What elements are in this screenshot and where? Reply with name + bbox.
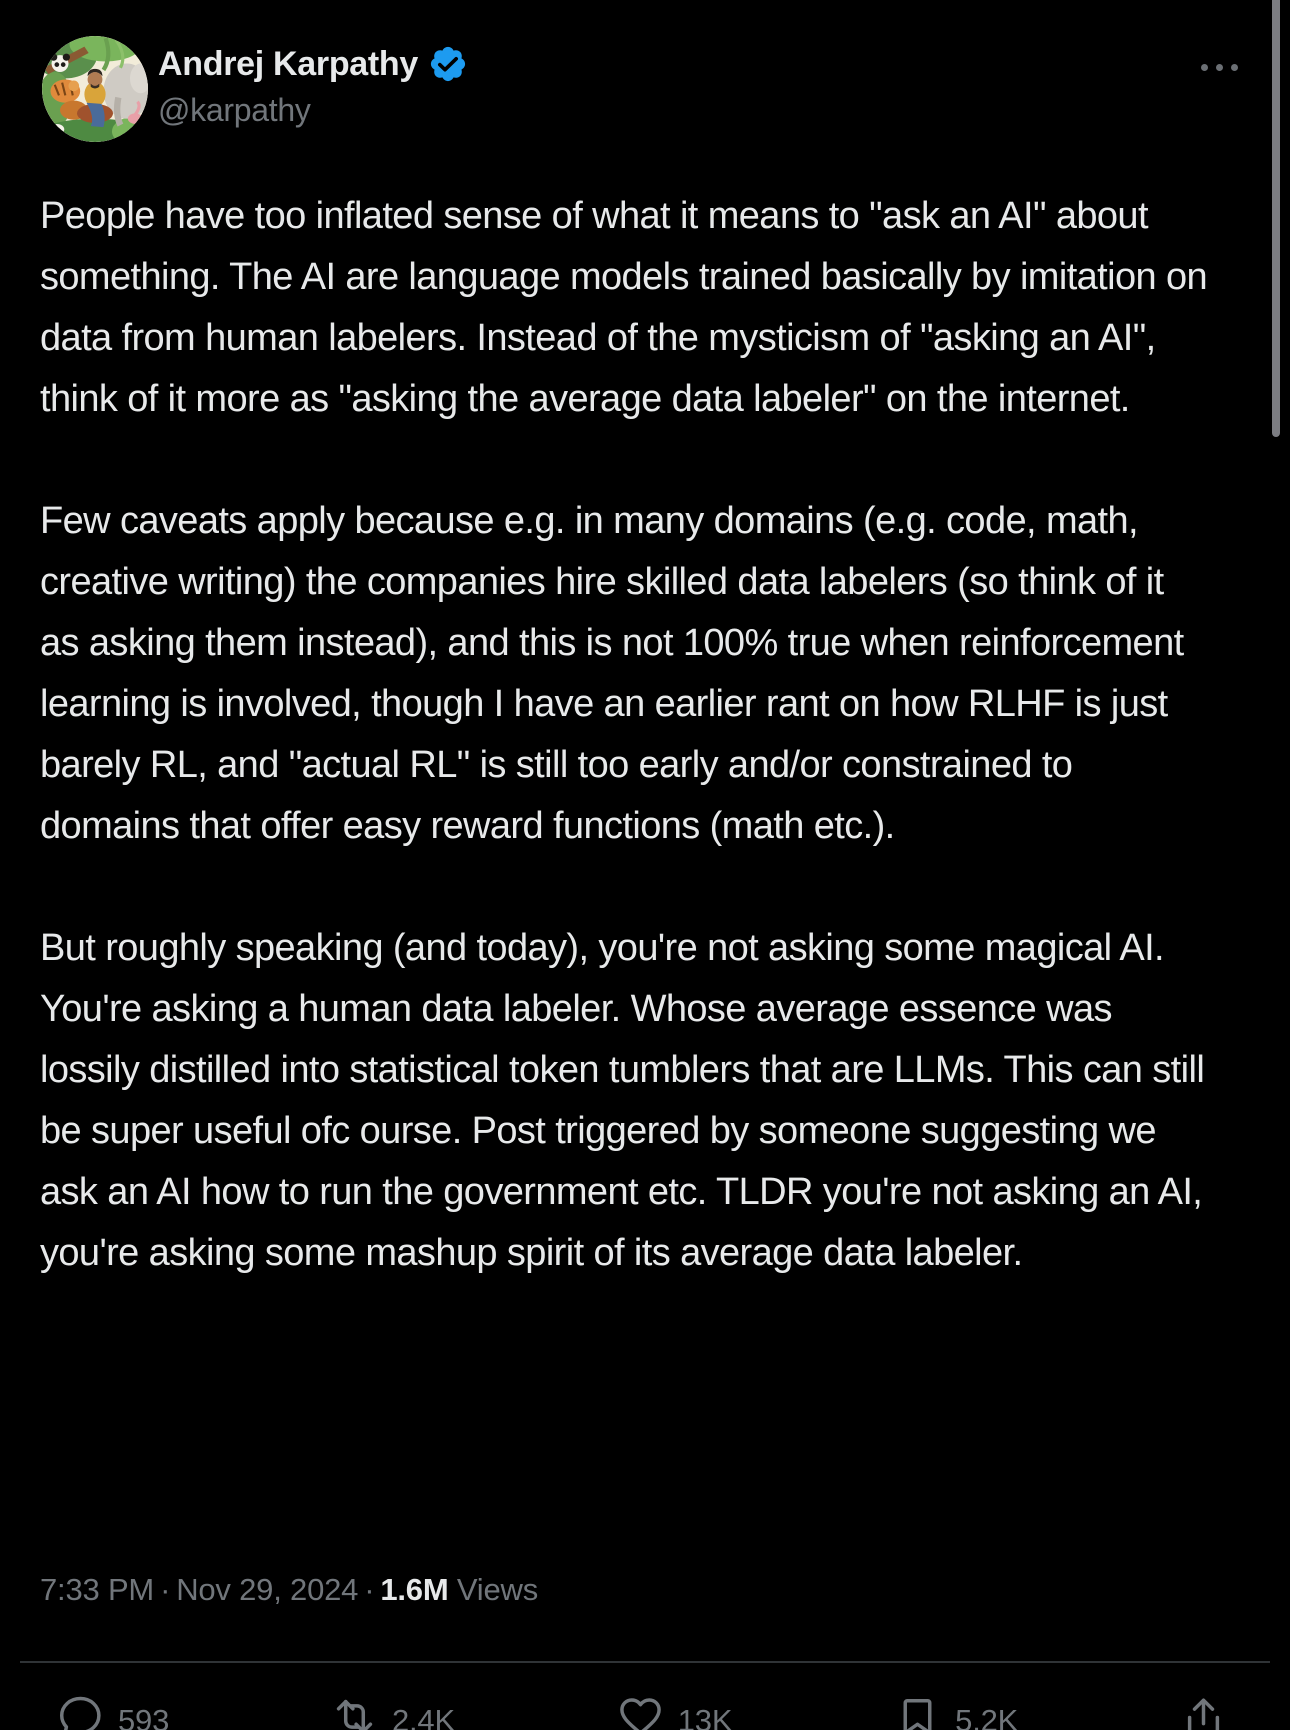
- bookmark-count: 5.2K: [955, 1703, 1019, 1730]
- like-icon: [616, 1692, 665, 1730]
- share-icon: [1179, 1692, 1228, 1730]
- divider: [20, 1661, 1270, 1663]
- post-date: Nov 29, 2024: [176, 1572, 359, 1607]
- avatar-jungle-illustration: [42, 36, 148, 142]
- post-time: 7:33 PM: [40, 1572, 155, 1607]
- tweet-paragraph-3: But roughly speaking (and today), you're not asking some magical AI. You're asking a human data labeler. Whose average essence was lossily distilled into statistical token tumblers that are LLMs. This can still be super useful ofc ourse. Post triggered by someone suggesting we ask an AI how to run the government etc. TLDR you're not asking an AI, you're asking some mashup spirit of its average data labeler.: [40, 927, 1205, 1274]
- more-dot: [1216, 64, 1223, 71]
- more-dot: [1231, 64, 1238, 71]
- reply-icon: [56, 1692, 105, 1730]
- meta-separator: ·: [160, 1572, 171, 1607]
- author-handle[interactable]: @karpathy: [158, 92, 311, 128]
- author-block: [158, 44, 468, 129]
- more-dot: [1201, 64, 1208, 71]
- meta-separator: ·: [364, 1572, 375, 1607]
- bookmark-icon: [893, 1692, 942, 1730]
- tweet-header: [0, 0, 1290, 150]
- repost-icon: [330, 1692, 379, 1730]
- reply-button[interactable]: [56, 1692, 169, 1730]
- verified-badge-icon: [428, 44, 468, 84]
- views-label: Views: [456, 1572, 539, 1607]
- like-count: 13K: [677, 1703, 733, 1730]
- tweet-paragraph-1: People have too inflated sense of what it means to "ask an AI" about something. The AI are language models trained basically by imitation on data from human labelers. Instead of the mysticism of "asking an AI", think of it more as "asking the average data labeler" on the internet.: [40, 195, 1208, 420]
- repost-button[interactable]: [330, 1692, 455, 1730]
- reply-count: 593: [118, 1703, 170, 1730]
- bookmark-button[interactable]: [893, 1692, 1018, 1730]
- timestamp-row: [40, 1570, 538, 1610]
- share-button[interactable]: [1179, 1692, 1228, 1730]
- author-name[interactable]: Andrej Karpathy: [158, 45, 418, 83]
- views-count: 1.6M: [380, 1572, 449, 1607]
- repost-count: 2.4K: [391, 1703, 455, 1730]
- action-bar: [0, 1692, 1290, 1730]
- scrollbar-thumb[interactable]: [1272, 0, 1280, 437]
- tweet-text: [0, 186, 1290, 1284]
- tweet-paragraph-2: Few caveats apply because e.g. in many domains (e.g. code, math, creative writing) the companies hire skilled data labelers (so think of it as asking them instead), and this is not 100% true when reinforcement learning is involved, though I have an earlier rant on how RLHF is just barely RL, and "actual RL" is still too early and/or constrained to domains that offer easy reward functions (math etc.).: [40, 500, 1184, 847]
- like-button[interactable]: [616, 1692, 733, 1730]
- more-options-button[interactable]: [1195, 58, 1244, 77]
- avatar[interactable]: [42, 36, 148, 142]
